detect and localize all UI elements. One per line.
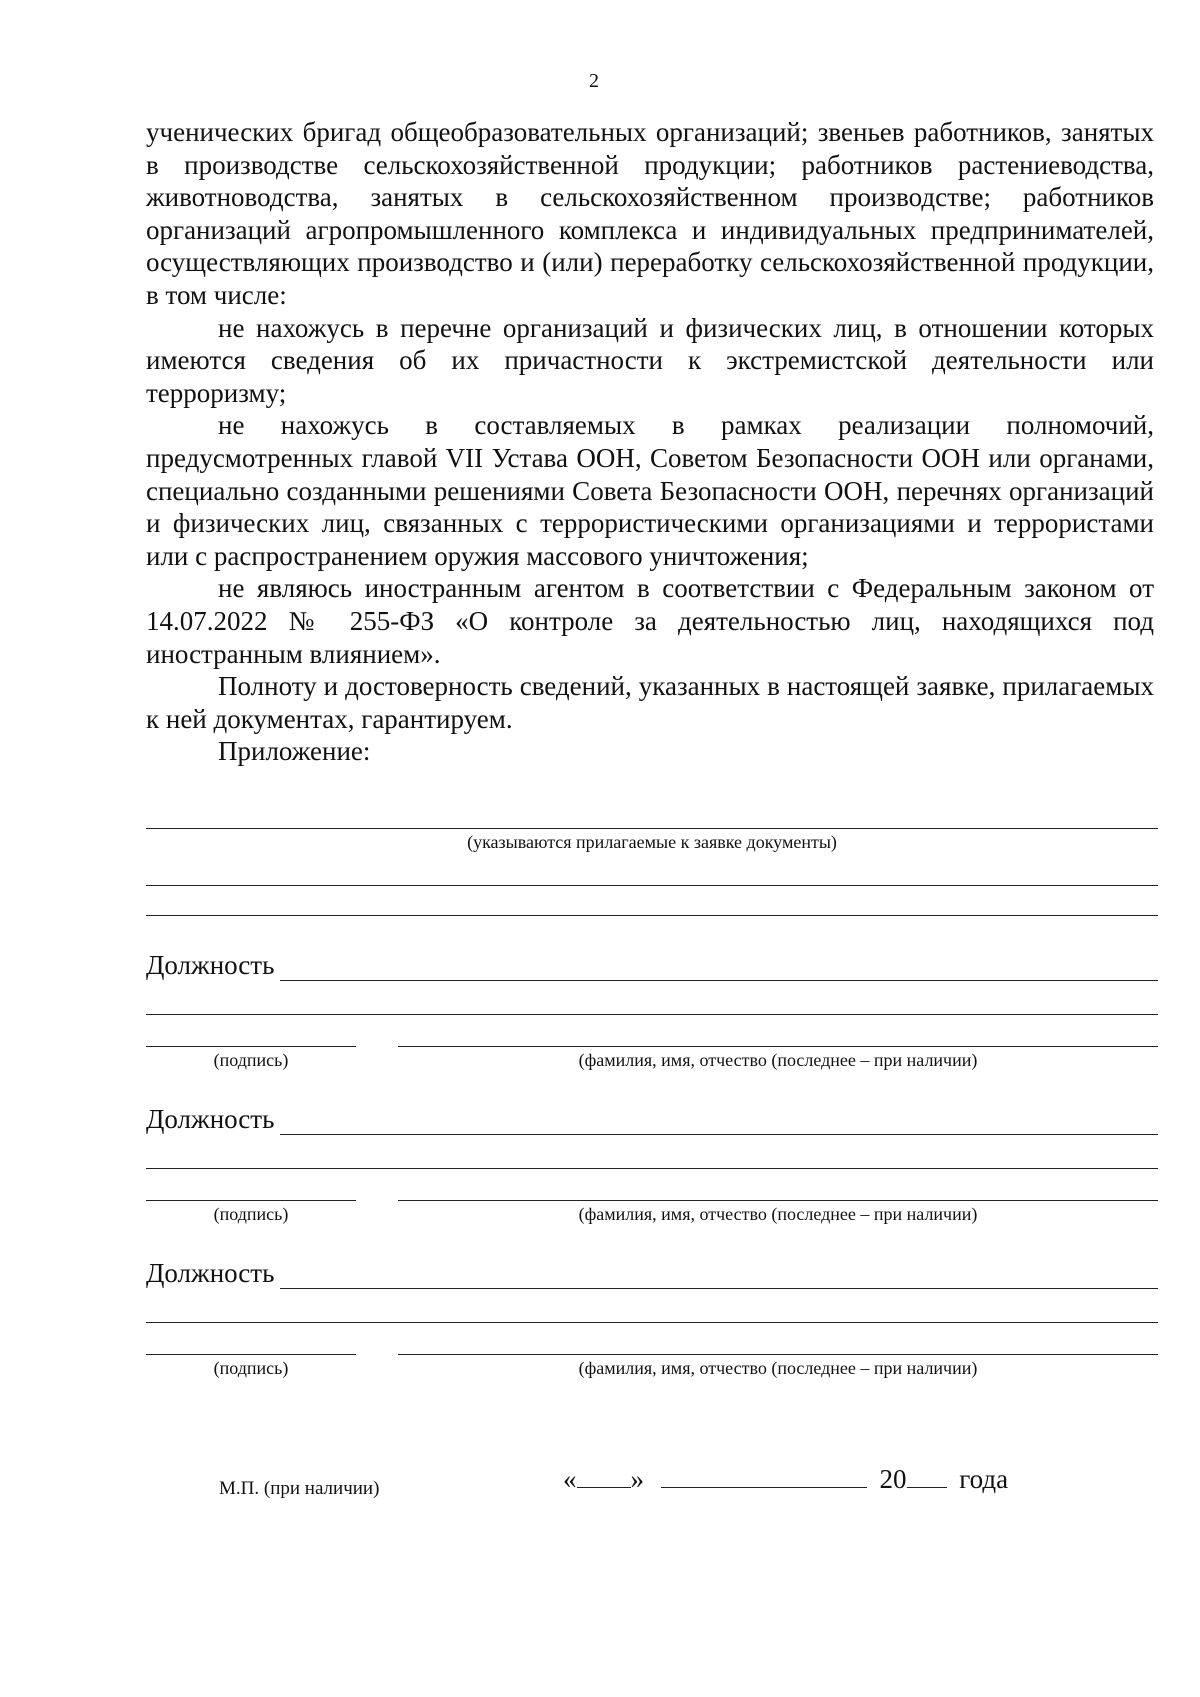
full-name-field[interactable] xyxy=(398,1046,1158,1047)
signature-caption: (подпись) xyxy=(213,1050,289,1070)
full-name-caption: (фамилия, имя, отчество (последнее – при наличии) xyxy=(578,1358,978,1378)
position-field[interactable] xyxy=(280,1134,1158,1135)
paragraph: ученических бригад общеобразовательных организаций; звеньев работников, занятых в производстве сельскохозяйственной продукции; работников растениеводства, животноводства, занятых в сельскохозяйственном производстве; работников организаций агропромышленного комплекса и индивидуальных предпринимателей, осуществляющих производство и (или) переработку сельскохозяйственной продукции, в том числе: xyxy=(146,117,1154,310)
position-label: Должность xyxy=(146,1104,275,1134)
signature-field[interactable] xyxy=(146,1354,356,1355)
quote-close: » xyxy=(630,1464,644,1494)
year-field[interactable] xyxy=(907,1463,947,1488)
month-field[interactable] xyxy=(661,1463,867,1488)
full-name-field[interactable] xyxy=(398,1354,1158,1355)
position-field-continuation[interactable] xyxy=(146,1014,1158,1015)
paragraph: не нахожусь в перечне организаций и физических лиц, в отношении которых имеются сведения об их причастности к экстремистской деятельности или терроризму; xyxy=(146,312,1154,408)
paragraph: не нахожусь в составляемых в рамках реализации полномочий, предусмотренных главой VII Устава ООН, Советом Безопасности ООН или органами, специально созданными решениями Совета Безопасности ООН, перечнях организаций и физических лиц, связанных с террористическими организациями и террористами или с распространением оружия массового уничтожения; xyxy=(146,410,1154,571)
attachments-line[interactable] xyxy=(146,885,1158,886)
page-number: 2 xyxy=(589,70,599,92)
signature-field[interactable] xyxy=(146,1200,356,1201)
full-name-field[interactable] xyxy=(398,1200,1158,1201)
attachments-caption: (указываются прилагаемые к заявке документы) xyxy=(467,832,837,852)
attachments-heading: Приложение: xyxy=(218,736,371,767)
day-field[interactable] xyxy=(577,1463,631,1488)
position-field[interactable] xyxy=(280,1288,1158,1289)
position-field-continuation[interactable] xyxy=(146,1322,1158,1323)
position-field[interactable] xyxy=(280,980,1158,981)
stamp-label: М.П. (при наличии) xyxy=(219,1478,380,1499)
century-label: 20 xyxy=(879,1464,907,1494)
full-name-caption: (фамилия, имя, отчество (последнее – при наличии) xyxy=(578,1050,978,1070)
signature-caption: (подпись) xyxy=(213,1204,289,1224)
signature-field[interactable] xyxy=(146,1046,356,1047)
declaration-text xyxy=(146,116,1154,768)
signature-caption: (подпись) xyxy=(213,1358,289,1378)
paragraph: Полноту и достоверность сведений, указанных в настоящей заявке, прилагаемых к ней документах, гарантируем. xyxy=(146,671,1154,734)
date-line xyxy=(563,1463,1008,1495)
position-field-continuation[interactable] xyxy=(146,1168,1158,1169)
full-name-caption: (фамилия, имя, отчество (последнее – при наличии) xyxy=(578,1204,978,1224)
paragraph: не являюсь иностранным агентом в соответствии с Федеральным законом от 14.07.2022 № 255-ФЗ «О контроле за деятельностью лиц, находящихся под иностранным влиянием». xyxy=(146,573,1154,669)
attachments-line[interactable] xyxy=(146,915,1158,916)
position-label: Должность xyxy=(146,1258,275,1288)
position-label: Должность xyxy=(146,950,275,980)
quote-open: « xyxy=(563,1464,577,1494)
year-word: года xyxy=(959,1464,1009,1494)
attachments-line[interactable] xyxy=(146,828,1158,829)
